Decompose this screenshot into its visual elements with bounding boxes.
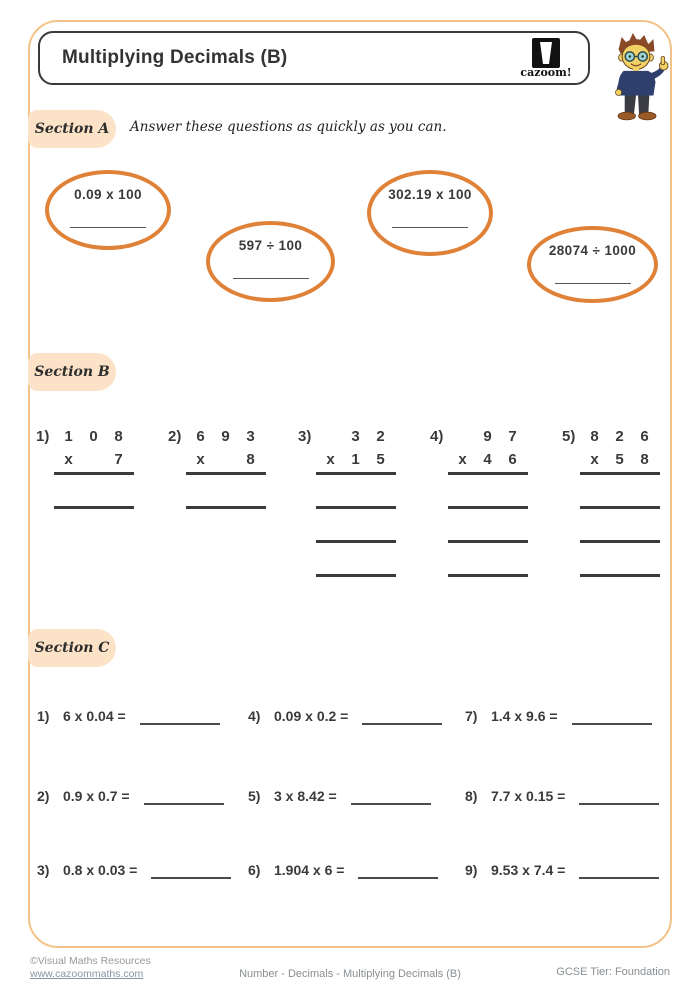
digit — [81, 448, 106, 471]
column-multiplication-problem — [562, 425, 672, 585]
column-multiplication-problem — [430, 425, 540, 585]
question-expression: 1.4 x 9.6 = — [491, 708, 558, 724]
digit: 9 — [221, 428, 230, 445]
digit: 8 — [114, 428, 123, 445]
digit: 9 — [483, 428, 492, 445]
bubble-expression: 0.09 x 100 — [74, 187, 142, 202]
digit: 6 — [640, 428, 649, 445]
section-c-pill — [28, 629, 116, 667]
mascot-boy-illustration — [596, 30, 676, 122]
equals-line — [186, 472, 266, 475]
answer-blank[interactable] — [144, 803, 224, 805]
answer-blank[interactable] — [572, 723, 652, 725]
digit: 4 — [483, 451, 492, 468]
column-multiplication-problem — [36, 425, 146, 585]
question-number: 7) — [465, 708, 478, 724]
problem-number: 2) — [168, 428, 182, 445]
digit: 1 — [351, 451, 360, 468]
bubble-expression: 302.19 x 100 — [388, 187, 472, 202]
question-expression: 7.7 x 0.15 = — [491, 788, 566, 804]
answer-line[interactable] — [316, 540, 396, 543]
question-expression: 0.9 x 0.7 = — [63, 788, 130, 804]
answer-line[interactable] — [186, 506, 266, 509]
bubble-question — [45, 170, 171, 250]
problem-number: 1) — [36, 428, 50, 445]
digit: 6 — [196, 428, 205, 445]
gcse-tier-label: GCSE Tier: Foundation — [556, 966, 670, 978]
digit: 5 — [376, 451, 385, 468]
quick-question — [37, 708, 220, 724]
digit: 1 — [64, 428, 73, 445]
cazoom-logo-text: cazoom! — [520, 66, 572, 79]
answer-line[interactable] — [580, 540, 660, 543]
answer-blank[interactable] — [392, 202, 468, 228]
answer-blank[interactable] — [579, 877, 659, 879]
problem-number: 5) — [562, 428, 576, 445]
section-c-label: Section C — [34, 640, 110, 656]
quick-question — [248, 788, 431, 804]
answer-blank[interactable] — [362, 723, 442, 725]
digit: x — [196, 451, 205, 468]
digit-grid — [188, 425, 263, 471]
digit: x — [458, 451, 467, 468]
answer-line[interactable] — [580, 506, 660, 509]
digit: 3 — [351, 428, 360, 445]
answer-line[interactable] — [316, 574, 396, 577]
question-expression: 1.904 x 6 = — [274, 862, 345, 878]
digit: x — [590, 451, 599, 468]
question-expression: 0.09 x 0.2 = — [274, 708, 349, 724]
quick-question — [248, 708, 442, 724]
bubble-question — [367, 170, 493, 256]
digit: x — [326, 451, 335, 468]
question-number: 4) — [248, 708, 261, 724]
question-number: 6) — [248, 862, 261, 878]
equals-line — [316, 472, 396, 475]
quick-question — [465, 862, 659, 878]
question-number: 9) — [465, 862, 478, 878]
quick-question — [37, 788, 224, 804]
digit: 8 — [590, 428, 599, 445]
question-expression: 6 x 0.04 = — [63, 708, 126, 724]
answer-line[interactable] — [448, 506, 528, 509]
section-a-instruction: Answer these questions as quickly as you can. — [130, 119, 447, 135]
answer-blank[interactable] — [233, 253, 309, 279]
answer-line[interactable] — [316, 506, 396, 509]
column-multiplication-problem — [168, 425, 278, 585]
equals-line — [580, 472, 660, 475]
digit: 8 — [640, 451, 649, 468]
quick-question — [248, 862, 438, 878]
digit — [213, 448, 238, 471]
bubble-expression: 597 ÷ 100 — [238, 238, 303, 253]
digit-grid — [56, 425, 131, 471]
column-multiplication-problem — [298, 425, 408, 585]
section-b-label: Section B — [34, 364, 110, 380]
cazoommaths-link[interactable]: www.cazoommaths.com — [30, 968, 144, 980]
answer-blank[interactable] — [151, 877, 231, 879]
section-b-pill — [28, 353, 116, 391]
question-number: 2) — [37, 788, 50, 804]
answer-line[interactable] — [448, 540, 528, 543]
digit: 2 — [376, 428, 385, 445]
equals-line — [448, 472, 528, 475]
answer-blank[interactable] — [70, 202, 146, 228]
worksheet-header — [38, 31, 590, 85]
problem-number: 4) — [430, 428, 444, 445]
question-expression: 0.8 x 0.03 = — [63, 862, 138, 878]
answer-blank[interactable] — [579, 803, 659, 805]
question-number: 5) — [248, 788, 261, 804]
answer-blank[interactable] — [351, 803, 431, 805]
digit: 3 — [246, 428, 255, 445]
digit: 7 — [114, 451, 123, 468]
question-expression: 9.53 x 7.4 = — [491, 862, 566, 878]
answer-line[interactable] — [54, 506, 134, 509]
cazoom-logo-icon — [529, 38, 563, 68]
digit: 2 — [615, 428, 624, 445]
quick-question — [465, 708, 652, 724]
question-number: 8) — [465, 788, 478, 804]
digit-grid — [318, 425, 393, 471]
digit: 7 — [508, 428, 517, 445]
bubble-question — [527, 226, 658, 303]
question-number: 3) — [37, 862, 50, 878]
answer-blank[interactable] — [555, 258, 631, 284]
answer-line[interactable] — [448, 574, 528, 577]
answer-blank[interactable] — [140, 723, 220, 725]
worksheet-category: Number - Decimals - Multiplying Decimals (B) — [239, 968, 461, 980]
equals-line — [54, 472, 134, 475]
digit-grid — [582, 425, 657, 471]
section-a-label: Section A — [34, 121, 110, 137]
answer-line[interactable] — [580, 574, 660, 577]
digit: x — [64, 451, 73, 468]
digit: 6 — [508, 451, 517, 468]
digit: 5 — [615, 451, 624, 468]
question-expression: 3 x 8.42 = — [274, 788, 337, 804]
quick-question — [465, 788, 659, 804]
question-number: 1) — [37, 708, 50, 724]
bubble-question — [206, 221, 335, 302]
digit-grid — [450, 425, 525, 471]
section-a-pill — [28, 110, 116, 148]
page-title: Multiplying Decimals (B) — [62, 47, 288, 68]
digit: 8 — [246, 451, 255, 468]
bubble-expression: 28074 ÷ 1000 — [548, 243, 637, 258]
digit: 0 — [89, 428, 98, 445]
digit — [318, 425, 343, 448]
copyright-text: ©Visual Maths Resources — [30, 955, 151, 967]
quick-question — [37, 862, 231, 878]
problem-number: 3) — [298, 428, 312, 445]
digit — [450, 425, 475, 448]
answer-blank[interactable] — [358, 877, 438, 879]
cazoom-logo — [518, 38, 574, 79]
